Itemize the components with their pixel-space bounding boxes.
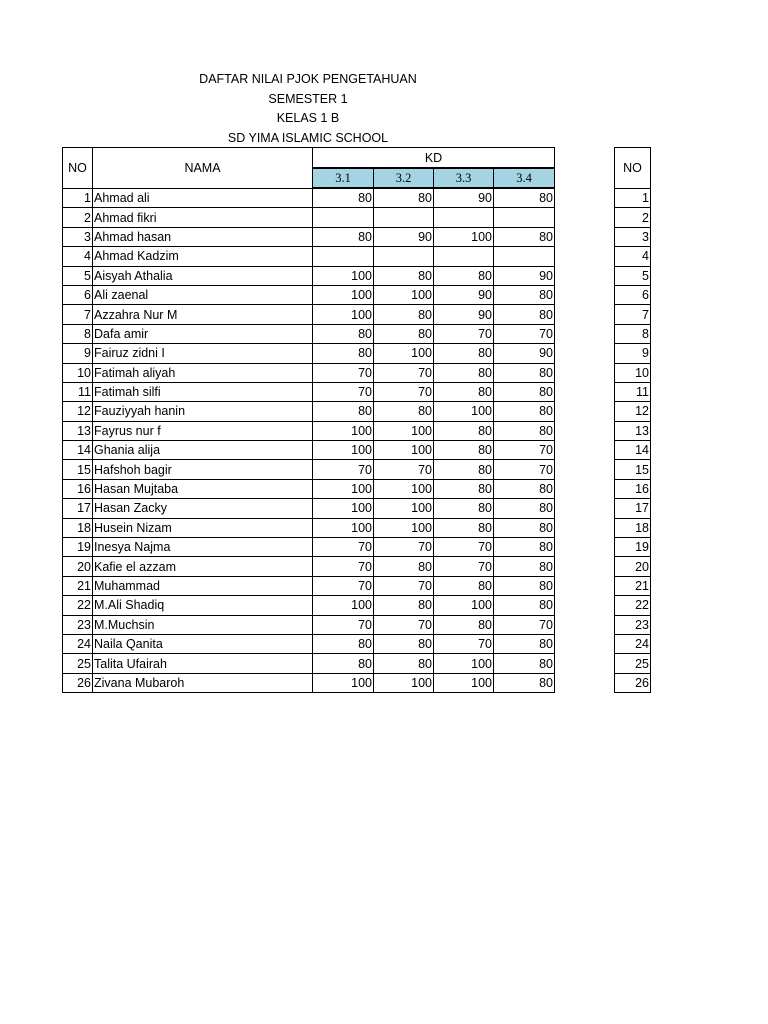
score-3-1: 100 (313, 518, 374, 537)
kd-subheader: 3.1 (313, 168, 374, 188)
side-row (615, 538, 651, 557)
score-3-4: 80 (494, 285, 555, 304)
table-row (63, 479, 555, 498)
score-3-1 (313, 208, 374, 227)
table-row (63, 576, 555, 595)
side-row-number: 12 (615, 402, 651, 421)
score-3-1: 100 (313, 441, 374, 460)
student-name: Fayrus nur f (93, 421, 313, 440)
row-number: 1 (63, 188, 93, 208)
student-name: Inesya Najma (93, 538, 313, 557)
score-3-4: 80 (494, 305, 555, 324)
score-3-3 (434, 247, 494, 266)
side-row-number: 16 (615, 479, 651, 498)
score-3-2: 100 (374, 441, 434, 460)
side-row-number: 2 (615, 208, 651, 227)
side-row-number: 4 (615, 247, 651, 266)
column-header-no: NO (63, 148, 93, 189)
class-label: KELAS 1 B (276, 111, 340, 125)
student-name: Naila Qanita (93, 634, 313, 653)
side-row (615, 634, 651, 653)
row-number: 10 (63, 363, 93, 382)
row-number: 26 (63, 673, 93, 692)
side-row-number: 9 (615, 344, 651, 363)
score-3-3: 80 (434, 382, 494, 401)
score-3-2: 100 (374, 499, 434, 518)
side-row-number: 7 (615, 305, 651, 324)
row-number: 20 (63, 557, 93, 576)
table-row (63, 188, 555, 208)
table-row (63, 499, 555, 518)
kd-subheader: 3.4 (494, 168, 555, 188)
table-row (63, 344, 555, 363)
score-3-2: 70 (374, 576, 434, 595)
side-number-table (614, 147, 651, 693)
student-name: Ahmad Kadzim (93, 247, 313, 266)
score-3-2: 70 (374, 615, 434, 634)
score-3-1: 100 (313, 421, 374, 440)
school-name: SD YIMA ISLAMIC SCHOOL (227, 130, 389, 145)
side-row-number: 19 (615, 538, 651, 557)
score-3-2: 100 (374, 673, 434, 692)
score-3-1: 100 (313, 266, 374, 285)
score-3-4 (494, 247, 555, 266)
side-row (615, 479, 651, 498)
side-row (615, 208, 651, 227)
score-3-3 (434, 208, 494, 227)
student-name: Husein Nizam (93, 518, 313, 537)
row-number: 3 (63, 227, 93, 246)
side-row (615, 402, 651, 421)
column-header-kd: KD (313, 148, 555, 169)
score-3-4: 90 (494, 344, 555, 363)
row-number: 7 (63, 305, 93, 324)
side-row (615, 654, 651, 673)
side-row-number: 18 (615, 518, 651, 537)
row-number: 22 (63, 596, 93, 615)
row-number: 25 (63, 654, 93, 673)
row-number: 11 (63, 382, 93, 401)
score-3-4: 80 (494, 499, 555, 518)
score-3-2: 70 (374, 382, 434, 401)
row-number: 19 (63, 538, 93, 557)
table-row (63, 615, 555, 634)
table-row (63, 305, 555, 324)
table-row (63, 634, 555, 653)
table-row (63, 557, 555, 576)
score-3-2: 90 (374, 227, 434, 246)
score-3-3: 100 (434, 654, 494, 673)
side-row-number: 8 (615, 324, 651, 343)
row-number: 16 (63, 479, 93, 498)
score-3-2: 100 (374, 518, 434, 537)
table-row (63, 460, 555, 479)
side-column-header-no: NO (615, 148, 651, 189)
table-row (63, 285, 555, 304)
side-row-number: 11 (615, 382, 651, 401)
side-row (615, 285, 651, 304)
row-number: 15 (63, 460, 93, 479)
row-number: 6 (63, 285, 93, 304)
side-row-number: 24 (615, 634, 651, 653)
score-3-4: 80 (494, 538, 555, 557)
side-row-number: 15 (615, 460, 651, 479)
score-3-4: 80 (494, 188, 555, 208)
score-3-1: 100 (313, 285, 374, 304)
kd-subheader: 3.3 (434, 168, 494, 188)
grades-table (62, 147, 555, 693)
row-number: 14 (63, 441, 93, 460)
score-3-2: 80 (374, 654, 434, 673)
score-3-1: 80 (313, 634, 374, 653)
score-3-1: 100 (313, 305, 374, 324)
table-row (63, 247, 555, 266)
score-3-4: 70 (494, 324, 555, 343)
row-number: 12 (63, 402, 93, 421)
side-row (615, 227, 651, 246)
student-name: M.Ali Shadiq (93, 596, 313, 615)
student-name: Hasan Mujtaba (93, 479, 313, 498)
score-3-4: 80 (494, 576, 555, 595)
student-name: Ahmad hasan (93, 227, 313, 246)
side-row-number: 17 (615, 499, 651, 518)
side-row-number: 1 (615, 189, 651, 208)
row-number: 4 (63, 247, 93, 266)
side-row-number: 13 (615, 421, 651, 440)
score-3-2: 80 (374, 596, 434, 615)
score-3-3: 90 (434, 305, 494, 324)
side-row (615, 344, 651, 363)
table-row (63, 441, 555, 460)
score-3-1: 70 (313, 576, 374, 595)
student-name: Fairuz zidni I (93, 344, 313, 363)
score-3-3: 70 (434, 538, 494, 557)
table-row (63, 324, 555, 343)
column-header-nama: NAMA (93, 148, 313, 189)
student-name: Hasan Zacky (93, 499, 313, 518)
score-3-3: 90 (434, 285, 494, 304)
score-3-2 (374, 247, 434, 266)
score-3-2: 70 (374, 460, 434, 479)
score-3-2: 80 (374, 188, 434, 208)
score-3-3: 100 (434, 402, 494, 421)
score-3-1: 70 (313, 382, 374, 401)
score-3-3: 70 (434, 634, 494, 653)
student-name: Ahmad ali (93, 188, 313, 208)
side-row (615, 615, 651, 634)
side-row (615, 518, 651, 537)
table-row (63, 654, 555, 673)
side-row (615, 557, 651, 576)
score-3-3: 80 (434, 479, 494, 498)
table-row (63, 402, 555, 421)
score-3-1: 100 (313, 596, 374, 615)
score-3-1: 70 (313, 557, 374, 576)
side-row-number: 3 (615, 227, 651, 246)
score-3-3: 70 (434, 324, 494, 343)
score-3-3: 70 (434, 557, 494, 576)
score-3-2: 80 (374, 305, 434, 324)
score-3-4: 80 (494, 382, 555, 401)
side-row (615, 266, 651, 285)
side-row (615, 247, 651, 266)
score-3-2: 80 (374, 634, 434, 653)
side-row (615, 421, 651, 440)
score-3-3: 80 (434, 460, 494, 479)
table-row (63, 266, 555, 285)
side-row-number: 23 (615, 615, 651, 634)
score-3-3: 100 (434, 596, 494, 615)
row-number: 8 (63, 324, 93, 343)
score-3-4: 80 (494, 673, 555, 692)
student-name: Dafa amir (93, 324, 313, 343)
table-row (63, 538, 555, 557)
side-row-number: 20 (615, 557, 651, 576)
student-name: Hafshoh bagir (93, 460, 313, 479)
score-3-3: 80 (434, 421, 494, 440)
score-3-1: 100 (313, 499, 374, 518)
row-number: 17 (63, 499, 93, 518)
score-3-3: 80 (434, 576, 494, 595)
score-3-2: 70 (374, 538, 434, 557)
score-3-4: 80 (494, 518, 555, 537)
side-row-number: 25 (615, 654, 651, 673)
score-3-2: 80 (374, 266, 434, 285)
score-3-1 (313, 247, 374, 266)
score-3-4: 80 (494, 479, 555, 498)
score-3-4: 80 (494, 596, 555, 615)
row-number: 18 (63, 518, 93, 537)
row-number: 24 (63, 634, 93, 653)
score-3-4 (494, 208, 555, 227)
student-name: Kafie el azzam (93, 557, 313, 576)
score-3-4: 70 (494, 460, 555, 479)
score-3-3: 100 (434, 227, 494, 246)
score-3-2: 100 (374, 285, 434, 304)
score-3-1: 70 (313, 538, 374, 557)
score-3-4: 80 (494, 557, 555, 576)
side-row (615, 324, 651, 343)
row-number: 13 (63, 421, 93, 440)
side-row-number: 22 (615, 596, 651, 615)
row-number: 23 (63, 615, 93, 634)
student-name: Ali zaenal (93, 285, 313, 304)
student-name: Muhammad (93, 576, 313, 595)
score-3-1: 80 (313, 324, 374, 343)
side-row-number: 26 (615, 673, 651, 692)
score-3-1: 80 (313, 344, 374, 363)
student-name: Fatimah aliyah (93, 363, 313, 382)
side-row-number: 14 (615, 441, 651, 460)
table-row (63, 363, 555, 382)
row-number: 21 (63, 576, 93, 595)
score-3-2: 100 (374, 421, 434, 440)
table-row (63, 518, 555, 537)
score-3-1: 70 (313, 363, 374, 382)
side-row-number: 21 (615, 576, 651, 595)
score-3-1: 70 (313, 460, 374, 479)
score-3-3: 80 (434, 499, 494, 518)
score-3-3: 80 (434, 441, 494, 460)
score-3-2: 100 (374, 479, 434, 498)
student-name: Azzahra Nur M (93, 305, 313, 324)
table-row (63, 382, 555, 401)
side-row (615, 576, 651, 595)
score-3-2 (374, 208, 434, 227)
side-row-number: 10 (615, 363, 651, 382)
student-name: Ahmad fikri (93, 208, 313, 227)
student-name: Aisyah Athalia (93, 266, 313, 285)
score-3-1: 80 (313, 227, 374, 246)
score-3-1: 80 (313, 654, 374, 673)
row-number: 2 (63, 208, 93, 227)
score-3-4: 80 (494, 634, 555, 653)
score-3-4: 80 (494, 363, 555, 382)
table-row (63, 673, 555, 692)
table-row (63, 596, 555, 615)
side-row (615, 305, 651, 324)
student-name: Fatimah silfi (93, 382, 313, 401)
side-row-number: 5 (615, 266, 651, 285)
side-row (615, 441, 651, 460)
score-3-1: 100 (313, 479, 374, 498)
score-3-1: 100 (313, 673, 374, 692)
score-3-2: 80 (374, 324, 434, 343)
score-3-4: 70 (494, 615, 555, 634)
score-3-4: 80 (494, 421, 555, 440)
score-3-2: 100 (374, 344, 434, 363)
score-3-3: 80 (434, 363, 494, 382)
student-name: Talita Ufairah (93, 654, 313, 673)
score-3-3: 100 (434, 673, 494, 692)
student-name: M.Muchsin (93, 615, 313, 634)
score-3-3: 80 (434, 344, 494, 363)
row-number: 5 (63, 266, 93, 285)
score-3-4: 90 (494, 266, 555, 285)
score-3-3: 80 (434, 615, 494, 634)
side-row (615, 596, 651, 615)
student-name: Ghania alija (93, 441, 313, 460)
score-3-1: 80 (313, 188, 374, 208)
score-3-4: 70 (494, 441, 555, 460)
side-row (615, 382, 651, 401)
score-3-4: 80 (494, 227, 555, 246)
score-3-2: 80 (374, 402, 434, 421)
score-3-2: 70 (374, 363, 434, 382)
score-3-4: 80 (494, 402, 555, 421)
side-row (615, 673, 651, 692)
side-row (615, 460, 651, 479)
side-row (615, 363, 651, 382)
side-row (615, 499, 651, 518)
grades-body (63, 188, 555, 693)
table-row (63, 421, 555, 440)
kd-subheader: 3.2 (374, 168, 434, 188)
table-row (63, 208, 555, 227)
score-3-3: 80 (434, 518, 494, 537)
score-3-1: 80 (313, 402, 374, 421)
side-row-number: 6 (615, 285, 651, 304)
row-number: 9 (63, 344, 93, 363)
semester-label: SEMESTER 1 (268, 91, 348, 106)
table-row (63, 227, 555, 246)
document-title: DAFTAR NILAI PJOK PENGETAHUAN (199, 72, 417, 86)
score-3-2: 80 (374, 557, 434, 576)
score-3-1: 70 (313, 615, 374, 634)
score-3-4: 80 (494, 654, 555, 673)
side-row (615, 189, 651, 208)
student-name: Fauziyyah hanin (93, 402, 313, 421)
score-3-3: 90 (434, 188, 494, 208)
side-body (615, 189, 651, 693)
student-name: Zivana Mubaroh (93, 673, 313, 692)
score-3-3: 80 (434, 266, 494, 285)
